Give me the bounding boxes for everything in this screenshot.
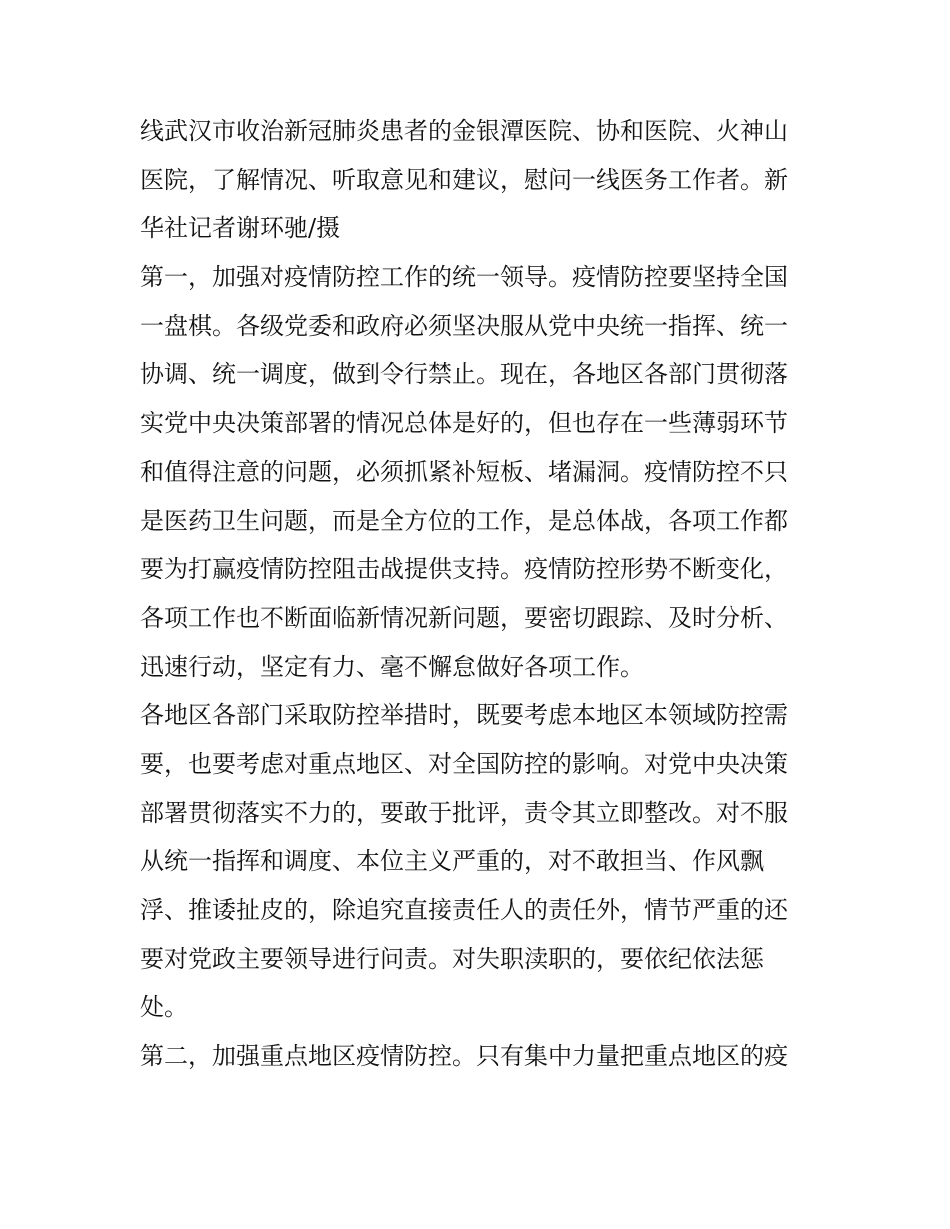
paragraph-2-line-3: 部署贯彻落实不力的，要敢于批评，责令其立即整改。对不服: [140, 798, 788, 827]
paragraph-2-line-7: 处。: [140, 993, 188, 1022]
paragraph-1-line-6: 是医药卫生问题，而是全方位的工作，是总体战，各项工作都: [140, 506, 788, 535]
paragraph-1-line-3: 协调、统一调度，做到令行禁止。现在，各地区各部门贯彻落: [140, 360, 788, 389]
paragraph-1-line-7: 要为打赢疫情防控阻击战提供支持。疫情防控形势不断变化，: [140, 555, 788, 584]
paragraph-1-line-4: 实党中央决策部署的情况总体是好的，但也存在一些薄弱环节: [140, 409, 788, 438]
paragraph-3-line-1: 第二，加强重点地区疫情防控。只有集中力量把重点地区的疫: [140, 1042, 788, 1071]
caption-line-3: 华社记者谢环驰/摄: [140, 214, 341, 243]
paragraph-2-line-5: 浮、推诿扯皮的，除追究直接责任人的责任外，情节严重的还: [140, 896, 788, 924]
paragraph-1-line-2: 一盘棋。各级党委和政府必须坚决服从党中央统一指挥、统一: [140, 311, 788, 340]
caption-line-2: 医院，了解情况、听取意见和建议，慰问一线医务工作者。新: [140, 165, 788, 194]
paragraph-2-line-2: 要，也要考虑对重点地区、对全国防控的影响。对党中央决策: [140, 749, 788, 778]
paragraph-2-line-4: 从统一指挥和调度、本位主义严重的，对不敢担当、作风飘: [140, 847, 764, 876]
paragraph-1-line-1: 第一，加强对疫情防控工作的统一领导。疫情防控要坚持全国: [140, 263, 788, 292]
paragraph-2-line-1: 各地区各部门采取防控举措时，既要考虑本地区本领域防控需: [140, 701, 788, 730]
paragraph-2-line-6: 要对党政主要领导进行问责。对失职渎职的，要依纪依法惩: [140, 944, 764, 973]
paragraph-1-line-5: 和值得注意的问题，必须抓紧补短板、堵漏洞。疫情防控不只: [140, 457, 788, 486]
article-body: [140, 107, 820, 1081]
caption-line-1: 线武汉市收治新冠肺炎患者的金银潭医院、协和医院、火神山: [140, 117, 788, 145]
paragraph-1-line-8: 各项工作也不断面临新情况新问题，要密切跟踪、及时分析、: [140, 603, 788, 632]
paragraph-1-line-9: 迅速行动，坚定有力、毫不懈怠做好各项工作。: [140, 652, 644, 681]
